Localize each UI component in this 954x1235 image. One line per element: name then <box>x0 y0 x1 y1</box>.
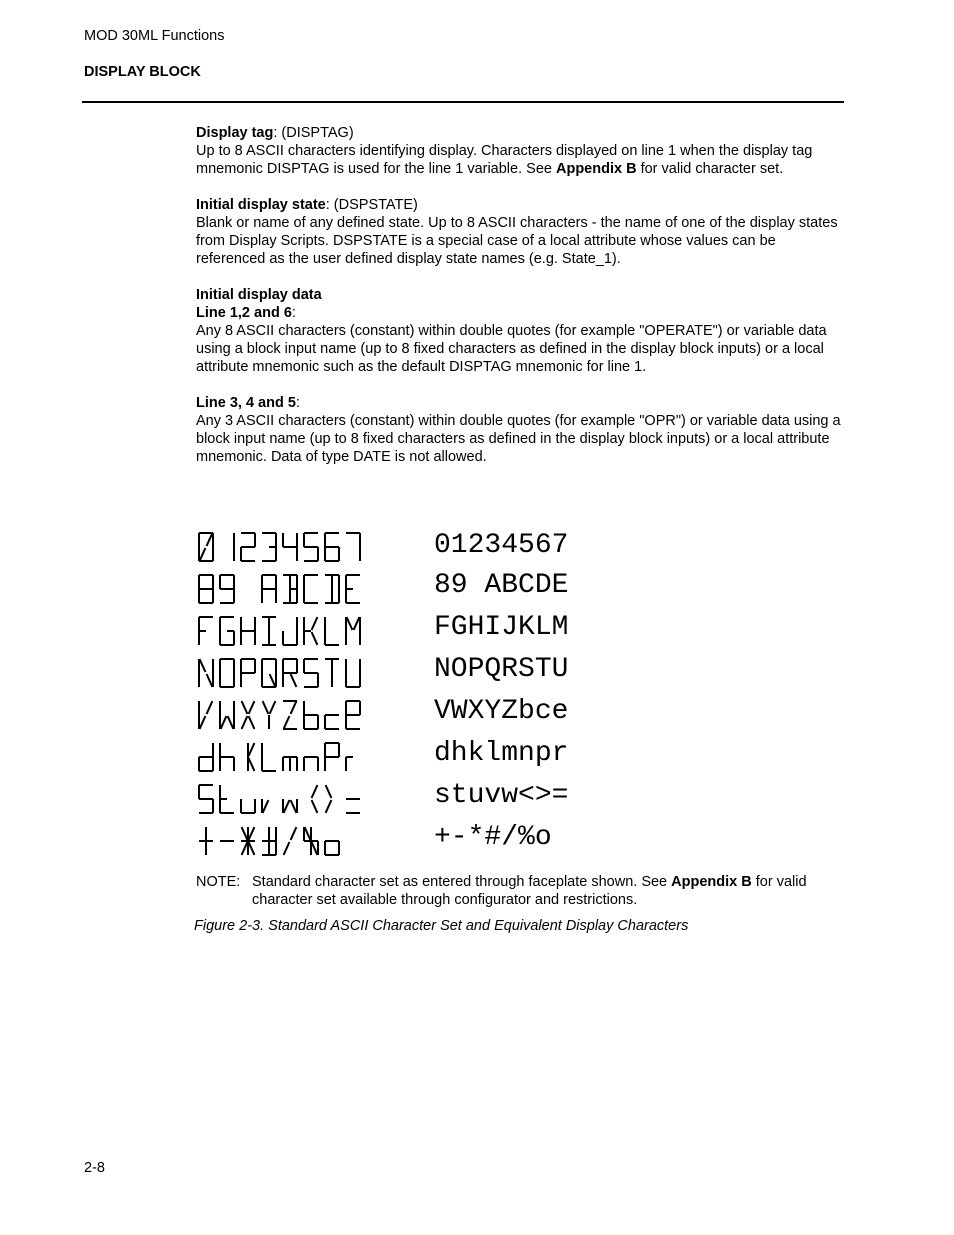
segment-glyph <box>304 828 318 854</box>
segment-glyph <box>199 617 212 644</box>
glyph-segment <box>242 843 247 854</box>
segment-glyph <box>242 828 254 854</box>
ascii-line-7: stuvw<>= <box>434 780 569 811</box>
segment-glyph <box>220 659 234 687</box>
glyph-segment <box>207 675 212 686</box>
segment-glyph <box>262 575 276 602</box>
segment-glyph <box>283 757 297 770</box>
line345-paragraph <box>196 394 846 466</box>
segment-glyph <box>199 744 213 771</box>
line345-text: Any 3 ASCII characters (constant) within double quotes (for example "OPR") or variable data using a block input name (up to 8 fixed characters as defined in the display block inputs) or a local attribute mnemonic. Data of type DATE is not allowed. <box>196 413 841 465</box>
glyph-segment <box>263 801 268 812</box>
note-text-end: for valid character set available through configurator and restrictions. <box>252 874 807 908</box>
segment-glyph <box>220 744 234 770</box>
glyph-segment <box>242 828 247 839</box>
segment-glyph <box>346 701 360 729</box>
ascii-line-8: +-*#/%o <box>434 822 552 853</box>
dspstate-suffix: : (DSPSTATE) <box>325 197 418 213</box>
segment-glyph <box>326 659 338 686</box>
character-set-figure <box>194 526 614 862</box>
glyph-segment <box>291 702 296 713</box>
segment-glyph <box>199 533 213 561</box>
ascii-line-5: VWXYZbce <box>434 696 569 727</box>
segment-glyph <box>346 618 360 644</box>
segment-glyph <box>199 702 212 728</box>
page-number: 2-8 <box>84 1160 105 1176</box>
segment-glyph <box>283 618 297 645</box>
glyph-segment <box>291 801 296 812</box>
segment-glyph <box>304 702 318 729</box>
glyph-segment <box>312 843 317 854</box>
dspstate-label: Initial display state <box>196 197 326 213</box>
segment-glyph <box>325 715 338 729</box>
glyph-segment <box>347 618 352 629</box>
segment-glyph <box>241 533 255 561</box>
segment-glyph <box>347 799 359 813</box>
note-appendix-ref: Appendix B <box>671 874 752 890</box>
header-rule <box>82 101 844 103</box>
glyph-segment <box>200 549 205 560</box>
segment-glyph <box>220 617 234 645</box>
glyph-segment <box>291 675 296 686</box>
segment-glyph <box>263 617 275 645</box>
ascii-line-4: NOPQRSTU <box>434 654 569 685</box>
disptag-suffix: : (DISPTAG) <box>273 125 354 141</box>
disptag-label: Display tag <box>196 125 274 141</box>
ascii-line-6: dhklmnpr <box>434 738 569 769</box>
glyph-segment <box>228 717 233 728</box>
glyph-segment <box>326 801 331 812</box>
segment-glyph <box>263 533 276 561</box>
line345-suffix: : <box>295 395 300 411</box>
segment-glyph <box>326 575 339 603</box>
segment-glyph <box>241 659 255 686</box>
line345-label: Line 3, 4 and 5 <box>196 395 296 411</box>
line126-suffix: : <box>291 305 296 321</box>
segment-glyph <box>220 702 234 728</box>
glyph-segment <box>249 759 254 770</box>
initial-data-paragraph <box>196 286 846 376</box>
segment-glyph <box>263 702 275 728</box>
line126-label: Line 1,2 and 6 <box>196 305 292 321</box>
body-text <box>196 124 846 484</box>
segment-glyph <box>346 575 359 603</box>
glyph-segment <box>291 828 296 839</box>
segment-glyph <box>241 618 255 644</box>
segment-glyph <box>346 757 352 770</box>
figure-caption: Figure 2-3. Standard ASCII Character Set and Equivalent Display Characters <box>194 918 689 934</box>
segment-glyph <box>241 800 255 813</box>
note-label: NOTE: <box>196 874 241 890</box>
segment-glyph <box>325 618 338 645</box>
glyph-segment <box>312 633 317 644</box>
glyph-segment <box>221 717 226 728</box>
segment-glyph <box>312 786 317 812</box>
glyph-segment <box>249 843 254 854</box>
segment-glyph <box>304 575 317 603</box>
segment-glyph <box>262 800 268 812</box>
glyph-segment <box>242 717 247 728</box>
glyph-segment <box>305 828 310 839</box>
segment-glyph <box>284 828 296 854</box>
glyph-segment <box>284 717 289 728</box>
segment-glyph <box>346 660 360 687</box>
ascii-line-1: 01234567 <box>434 530 569 561</box>
glyph-segment <box>263 702 268 713</box>
segment-glyph <box>284 575 297 603</box>
segment-glyph <box>304 533 318 561</box>
segment-glyph <box>325 743 339 770</box>
segment-glyph <box>325 841 339 855</box>
glyph-segment <box>249 717 254 728</box>
segment-glyph <box>220 786 233 813</box>
glyph-segment <box>249 828 254 839</box>
glyph-segment <box>270 702 275 713</box>
glyph-segment <box>284 801 289 812</box>
segment-glyph <box>326 786 331 812</box>
segment-display-characters <box>194 526 374 862</box>
glyph-segment <box>207 534 212 545</box>
note-text <box>252 873 846 909</box>
glyph-segment <box>242 702 247 713</box>
glyph-segment <box>249 744 254 755</box>
glyph-segment <box>354 618 359 629</box>
segment-glyph <box>284 701 296 729</box>
segment-glyph <box>200 828 212 854</box>
ascii-line-2: 89 ABCDE <box>434 570 569 601</box>
segment-glyph <box>263 828 276 855</box>
appendix-ref: Appendix B <box>555 161 637 177</box>
segment-glyph <box>242 702 254 728</box>
figure-note <box>196 873 846 909</box>
initial-data-text: Any 8 ASCII characters (constant) within double quotes (for example "OPERATE") or variable data using a block input name (up to 8 fixed characters as defined in the display block inputs) or a local attribute mnemonic such as the default DISPTAG mnemonic for line 1. <box>196 323 827 375</box>
glyph-segment <box>200 660 205 671</box>
segment-glyph <box>325 533 339 561</box>
segment-glyph <box>199 785 213 813</box>
disptag-paragraph <box>196 124 846 178</box>
dspstate-paragraph <box>196 196 846 268</box>
glyph-segment <box>312 801 317 812</box>
ascii-line-3: FGHIJKLM <box>434 612 569 643</box>
segment-glyph <box>283 800 297 812</box>
glyph-segment <box>326 786 331 797</box>
segment-glyph <box>262 659 276 687</box>
note-text-start: Standard character set as entered through faceplate shown. See <box>252 874 672 890</box>
glyph-segment <box>270 675 275 686</box>
segment-glyph <box>199 575 213 603</box>
glyph-segment <box>200 717 205 728</box>
glyph-segment <box>312 618 317 629</box>
segment-glyph <box>199 660 213 686</box>
disptag-text: Up to 8 ASCII characters identifying display. Characters displayed on line 1 when the display tag mnemonic DISPTAG is used for the line 1 variable. See <box>196 143 813 177</box>
segment-glyph <box>304 757 318 770</box>
segment-glyph <box>304 659 318 687</box>
segment-glyph <box>347 533 360 560</box>
segment-glyph <box>220 575 234 603</box>
glyph-segment <box>312 786 317 797</box>
segment-glyph <box>304 618 317 644</box>
segment-glyph <box>262 744 275 771</box>
glyph-segment <box>249 702 254 713</box>
segment-glyph <box>283 534 297 560</box>
segment-glyph <box>248 744 254 770</box>
segment-glyph <box>283 659 297 686</box>
section-title: DISPLAY BLOCK <box>84 64 201 80</box>
dspstate-text: Blank or name of any defined state. Up to 8 ASCII characters - the name of one of the display states from Display Scripts. DSPSTATE is a special case of a local attribute whose values can be referenced as the user defined display state names (e.g. State_1). <box>196 215 838 267</box>
running-head: MOD 30ML Functions <box>84 28 225 44</box>
glyph-segment <box>284 843 289 854</box>
initial-data-label: Initial display data <box>196 287 322 303</box>
glyph-segment <box>207 702 212 713</box>
disptag-text-end: for valid character set. <box>636 161 784 177</box>
